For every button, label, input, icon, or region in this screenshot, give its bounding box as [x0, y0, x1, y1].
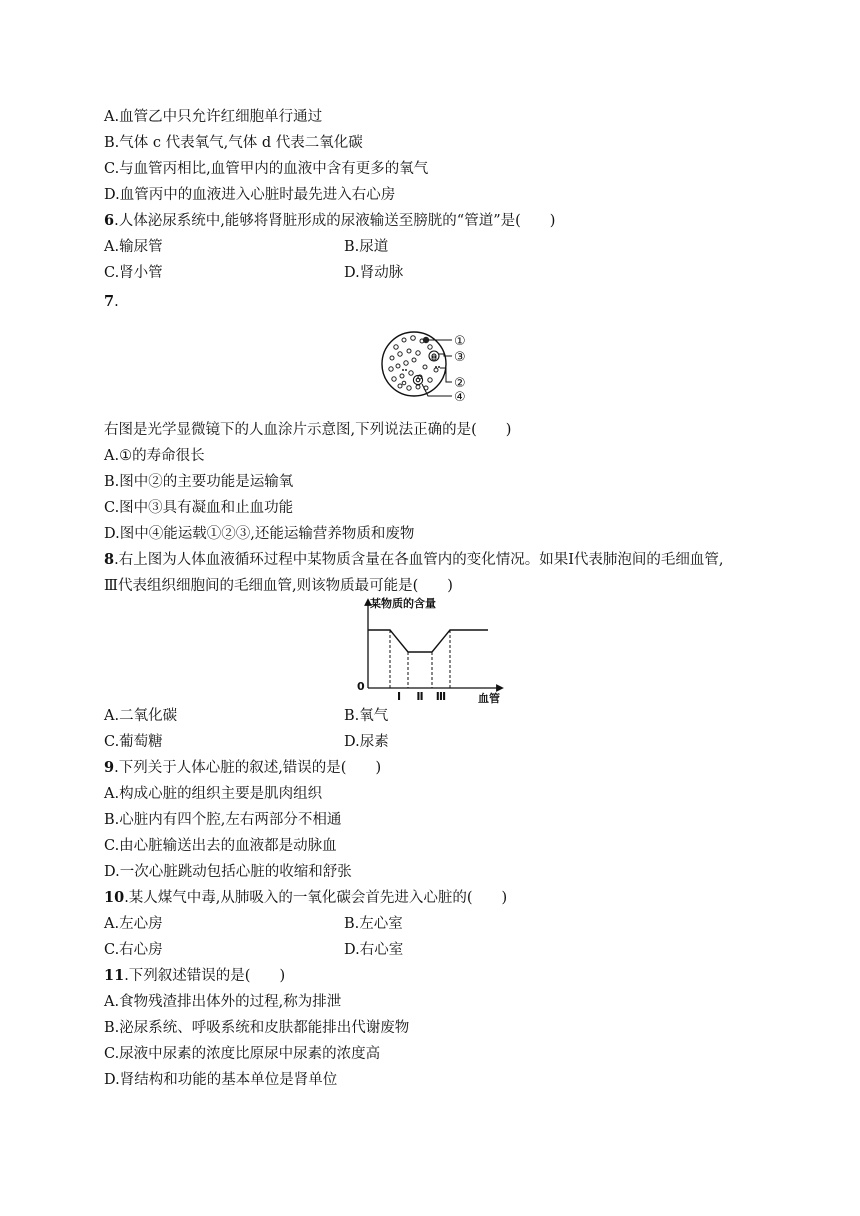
x-tick-label: Ⅱ	[416, 690, 424, 703]
q11-stem	[104, 966, 285, 986]
substance-level-line	[368, 630, 488, 652]
x-axis-label: 血管	[478, 692, 500, 704]
q7-number: 7	[104, 293, 115, 310]
q9-option-a: A.构成心脏的组织主要是肌肉组织	[104, 786, 323, 802]
q8-option-a: A.二氧化碳	[104, 708, 178, 724]
q7-option-b: B.图中②的主要功能是运输氧	[104, 474, 294, 490]
label-1: ①	[454, 334, 466, 349]
q7-number-line	[104, 292, 119, 312]
q8-number: 8	[104, 551, 115, 568]
chart-marks	[368, 630, 488, 703]
q9-option-d: D.一次心脏跳动包括心脏的收缩和舒张	[104, 864, 352, 880]
q9-number: 9	[104, 759, 115, 776]
q5-option-b: B.气体 c 代表氧气,气体 d 代表二氧化碳	[104, 135, 363, 151]
q8-stem-text1: .右上图为人体血液循环过程中某物质含量在各血管内的变化情况。如果Ⅰ代表肺泡间的毛细血管,	[114, 552, 724, 568]
q6-number: 6	[104, 212, 115, 229]
q7-stem: 右图是光学显微镜下的人血涂片示意图,下列说法正确的是( )	[104, 422, 512, 438]
blood-smear-figure	[378, 322, 488, 408]
q11-option-b: B.泌尿系统、呼吸系统和皮肤都能排出代谢废物	[104, 1020, 410, 1036]
q5-option-a: A.血管乙中只允许红细胞单行通过	[104, 109, 323, 125]
q10-option-d: D.右心室	[344, 942, 404, 958]
q9-stem	[104, 758, 381, 778]
q5-option-c: C.与血管丙相比,血管甲内的血液中含有更多的氧气	[104, 161, 429, 177]
q9-option-b: B.心脏内有四个腔,左右两部分不相通	[104, 812, 342, 828]
q9-option-c: C.由心脏输送出去的血液都是动脉血	[104, 838, 337, 854]
q6-option-d: D.肾动脉	[344, 265, 404, 281]
q11-option-c: C.尿液中尿素的浓度比原尿中尿素的浓度高	[104, 1046, 381, 1062]
q8-option-d: D.尿素	[344, 734, 389, 750]
q7-dot: .	[114, 294, 119, 310]
substance-content-chart	[350, 596, 510, 704]
q10-option-c: C.右心房	[104, 942, 163, 958]
label-4: ④	[454, 390, 466, 405]
q10-stem	[104, 888, 507, 908]
q8-options-row2	[104, 732, 389, 752]
q7-option-c: C.图中③具有凝血和止血功能	[104, 500, 294, 516]
q10-options-row1	[104, 914, 403, 934]
q6-stem	[104, 211, 555, 231]
label-3: ③	[454, 350, 466, 365]
q10-number: 10	[104, 889, 125, 906]
q11-stem-text: .下列叙述错误的是( )	[124, 968, 286, 984]
q11-option-a: A.食物残渣排出体外的过程,称为排泄	[104, 994, 342, 1010]
q6-options-row1	[104, 237, 389, 257]
q5-option-d: D.血管丙中的血液进入心脏时最先进入右心房	[104, 187, 396, 203]
q6-option-b: B.尿道	[344, 239, 389, 255]
x-tick-label: Ⅲ	[435, 690, 447, 703]
x-tick-label: Ⅰ	[396, 690, 402, 703]
q7-option-a: A.①的寿命很长	[104, 448, 205, 464]
q9-stem-text: .下列关于人体心脏的叙述,错误的是( )	[114, 760, 382, 776]
q10-stem-text: .某人煤气中毒,从肺吸入的一氧化碳会首先进入心脏的( )	[124, 890, 508, 906]
q6-option-a: A.输尿管	[104, 239, 163, 255]
q11-option-d: D.肾结构和功能的基本单位是肾单位	[104, 1072, 338, 1088]
q6-options-row2	[104, 263, 404, 283]
q8-stem-line2: Ⅲ代表组织细胞间的毛细血管,则该物质最可能是( )	[104, 578, 453, 594]
smear-field	[382, 332, 446, 396]
q8-stem-line1	[104, 550, 724, 570]
q10-option-a: A.左心房	[104, 916, 163, 932]
q6-option-c: C.肾小管	[104, 265, 163, 281]
q8-option-c: C.葡萄糖	[104, 734, 163, 750]
q10-options-row2	[104, 940, 404, 960]
label-2: ②	[454, 376, 466, 391]
q8-options-row1	[104, 706, 389, 726]
q8-option-b: B.氧气	[344, 708, 389, 724]
origin-label: 0	[357, 680, 365, 693]
q11-number: 11	[104, 967, 125, 984]
q7-option-d: D.图中④能运载①②③,还能运输营养物质和废物	[104, 526, 415, 542]
q6-stem-text: .人体泌尿系统中,能够将肾脏形成的尿液输送至膀胱的“管道”是( )	[114, 213, 556, 229]
y-axis-label: 某物质的含量	[370, 597, 436, 610]
q10-option-b: B.左心室	[344, 916, 403, 932]
